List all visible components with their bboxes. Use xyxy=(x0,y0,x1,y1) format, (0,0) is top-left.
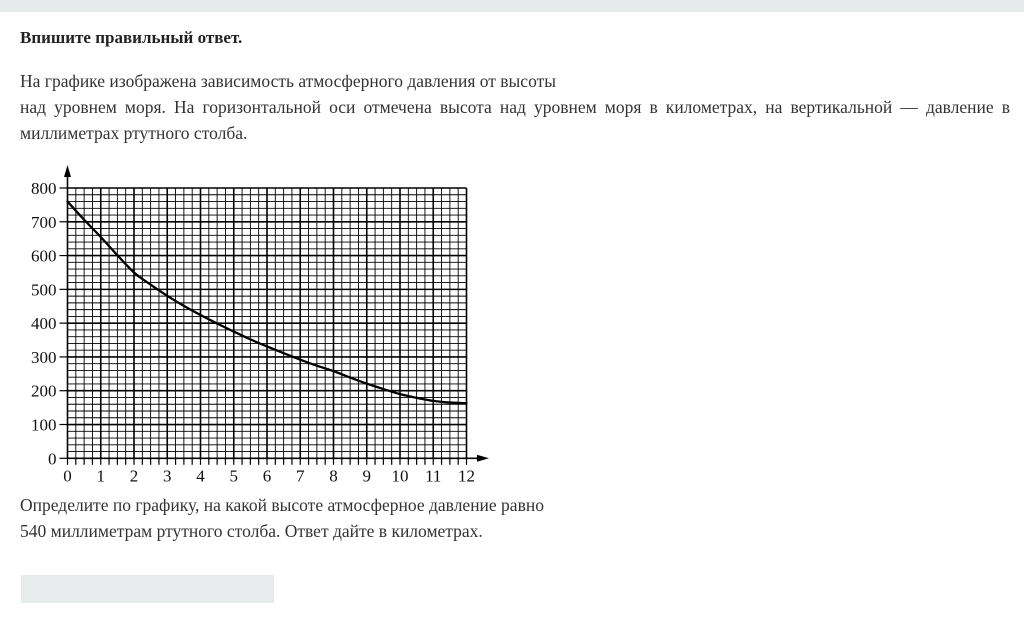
x-tick-label: 0 xyxy=(63,466,72,486)
question-paragraph xyxy=(20,492,1010,544)
x-tick-label: 11 xyxy=(425,466,442,486)
x-tick-label: 8 xyxy=(329,466,338,486)
x-tick-label: 1 xyxy=(96,466,105,486)
intro-line-2: над уровнем моря. На горизонтальной оси отмечена высота над уровнем моря в километрах, на вертикальной — давление в xyxy=(20,97,1010,117)
question-line-1: Определите по графику, на какой высоте атмосферное давление равно xyxy=(20,495,544,515)
y-tick-label: 300 xyxy=(31,347,57,367)
chart-area xyxy=(0,163,1024,488)
x-tick-label: 6 xyxy=(262,466,272,486)
y-tick-labels xyxy=(31,179,57,468)
y-axis-arrow xyxy=(64,165,71,177)
y-tick-label: 600 xyxy=(31,246,57,266)
y-tick-label: 0 xyxy=(48,449,57,469)
x-tick-label: 4 xyxy=(196,466,205,486)
task-heading: Впишите правильный ответ. xyxy=(20,28,243,47)
y-tick-label: 700 xyxy=(31,212,57,232)
y-tick-label: 500 xyxy=(31,280,57,300)
x-tick-label: 12 xyxy=(458,466,475,486)
x-tick-labels xyxy=(63,466,475,485)
x-axis-arrow xyxy=(477,455,489,462)
intro-line-3: миллиметрах ртутного столба. xyxy=(20,123,248,143)
y-tick-label: 100 xyxy=(31,415,57,435)
x-tick-label: 7 xyxy=(296,466,305,486)
task-content xyxy=(0,12,1024,603)
y-tick-label: 200 xyxy=(31,381,57,401)
y-tick-label: 800 xyxy=(31,179,57,198)
intro-line-1: На графике изображена зависимость атмосферного давления от высоты xyxy=(20,71,556,91)
x-tick-label: 2 xyxy=(129,466,139,486)
x-tick-label: 9 xyxy=(362,466,371,486)
question-line-2: 540 миллиметрам ртутного столба. Ответ дайте в километрах. xyxy=(20,521,483,541)
answer-input[interactable] xyxy=(21,575,274,603)
top-bar xyxy=(0,0,1024,12)
x-tick-label: 3 xyxy=(163,466,172,486)
intro-paragraph xyxy=(20,68,1010,146)
x-tick-label: 10 xyxy=(391,466,409,486)
axis-ticks xyxy=(60,188,467,465)
pressure-altitude-chart xyxy=(0,163,500,488)
y-tick-label: 400 xyxy=(31,314,57,334)
x-tick-label: 5 xyxy=(229,466,238,486)
